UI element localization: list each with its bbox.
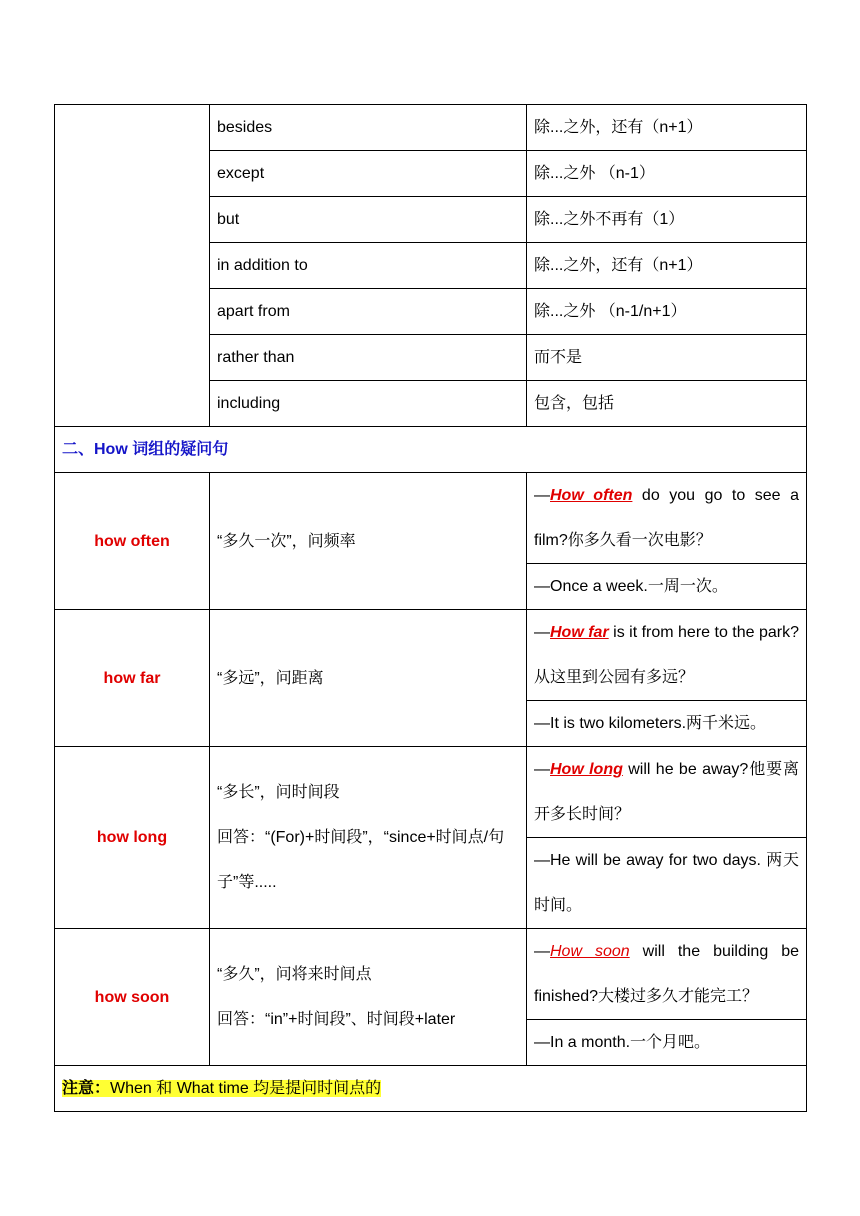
vocab-meaning: 除...之外，还有（n+1） bbox=[527, 105, 807, 151]
how-far-answer: —It is two kilometers.两千米远。 bbox=[527, 701, 807, 747]
how-soon-desc-line1: “多久”，问将来时间点 bbox=[217, 966, 372, 983]
how-soon-desc-line2: 回答：“in”+时间段”、时间段+later bbox=[217, 1011, 456, 1028]
vocab-meaning: 而不是 bbox=[527, 335, 807, 381]
how-long-desc-line1: “多长”，问时间段 bbox=[217, 784, 340, 801]
how-often-highlight: How often bbox=[550, 487, 633, 504]
vocab-row bbox=[55, 105, 807, 151]
how-long-desc bbox=[210, 747, 527, 929]
how-soon-row bbox=[55, 929, 807, 1020]
how-far-row bbox=[55, 610, 807, 701]
how-soon-keyword: how soon bbox=[55, 929, 210, 1066]
dash: — bbox=[534, 761, 550, 778]
vocab-word: apart from bbox=[210, 289, 527, 335]
how-far-desc: “多远”，问距离 bbox=[210, 610, 527, 747]
how-long-answer: —He will be away for two days. 两天时间。 bbox=[527, 838, 807, 929]
note-cell bbox=[55, 1066, 807, 1112]
how-often-answer: —Once a week.一周一次。 bbox=[527, 564, 807, 610]
how-often-desc: “多久一次”，问频率 bbox=[210, 473, 527, 610]
section-header-row bbox=[55, 427, 807, 473]
how-long-highlight: How long bbox=[550, 761, 623, 778]
dash: — bbox=[534, 943, 550, 960]
vocab-meaning: 除...之外不再有（1） bbox=[527, 197, 807, 243]
note-label: 注意： bbox=[62, 1080, 111, 1097]
dash: — bbox=[534, 624, 550, 641]
how-soon-desc bbox=[210, 929, 527, 1066]
how-often-row bbox=[55, 473, 807, 564]
how-long-desc-line2: 回答：“(For)+时间段”，“since+时间点/句子”等..... bbox=[217, 829, 505, 891]
how-far-keyword: how far bbox=[55, 610, 210, 747]
grammar-table bbox=[54, 104, 807, 1112]
vocab-meaning: 除...之外 （n-1/n+1） bbox=[527, 289, 807, 335]
how-far-highlight: How far bbox=[550, 624, 609, 641]
how-long-row bbox=[55, 747, 807, 838]
vocab-meaning: 包含，包括 bbox=[527, 381, 807, 427]
vocab-word: but bbox=[210, 197, 527, 243]
how-long-question bbox=[527, 747, 807, 838]
how-often-question bbox=[527, 473, 807, 564]
question-rest: will the building be finished?大楼过多久才能完工？ bbox=[534, 943, 799, 1005]
how-far-question bbox=[527, 610, 807, 701]
vocab-word: in addition to bbox=[210, 243, 527, 289]
note-text: When 和 What time 均是提问时间点的 bbox=[110, 1080, 382, 1097]
vocab-meaning: 除...之外，还有（n+1） bbox=[527, 243, 807, 289]
question-rest: is it from here to the park?从这里到公园有多远？ bbox=[534, 624, 800, 686]
vocab-word: rather than bbox=[210, 335, 527, 381]
section-title: 二、How 词组的疑问句 bbox=[55, 427, 807, 473]
how-soon-answer: —In a month.一个月吧。 bbox=[527, 1020, 807, 1066]
vocab-word: besides bbox=[210, 105, 527, 151]
question-rest: will he be away?他要离开多长时间？ bbox=[534, 761, 799, 823]
note-row bbox=[55, 1066, 807, 1112]
vocab-word: including bbox=[210, 381, 527, 427]
vocab-word: except bbox=[210, 151, 527, 197]
question-rest: do you go to see a film?你多久看一次电影？ bbox=[534, 487, 799, 549]
vocab-meaning: 除...之外 （n-1） bbox=[527, 151, 807, 197]
how-soon-question bbox=[527, 929, 807, 1020]
how-long-keyword: how long bbox=[55, 747, 210, 929]
how-often-keyword: how often bbox=[55, 473, 210, 610]
how-soon-highlight: How soon bbox=[550, 943, 630, 960]
empty-category-cell bbox=[55, 105, 210, 427]
note-highlight bbox=[62, 1080, 381, 1097]
dash: — bbox=[534, 487, 550, 504]
